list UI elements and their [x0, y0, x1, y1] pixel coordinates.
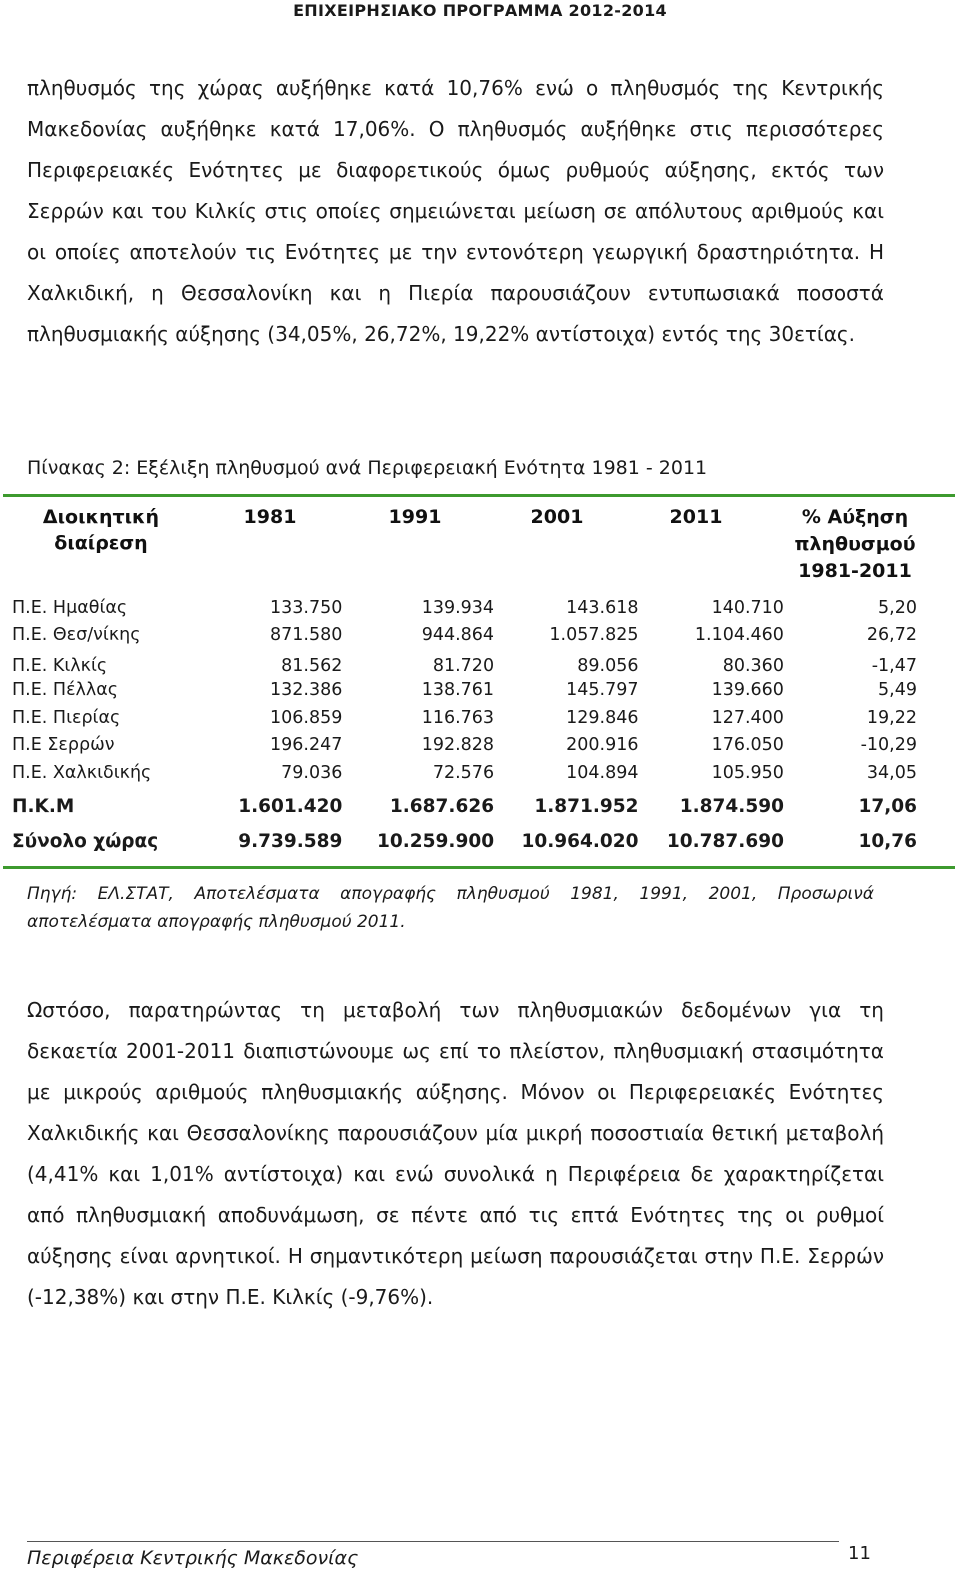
cell-2001: 145.797	[566, 680, 639, 701]
table-bottom-rule	[3, 866, 955, 869]
cell-1991: 139.934	[421, 597, 495, 618]
cell-growth: 5,49	[878, 680, 917, 701]
table-row	[12, 622, 917, 650]
table-caption: Πίνακας 2: Εξέλιξη πληθυσμού ανά Περιφερειακή Ενότητα 1981 - 2011	[27, 457, 708, 479]
table-row	[12, 677, 917, 705]
cell-growth: 5,20	[878, 597, 917, 618]
table-top-rule	[3, 494, 955, 497]
cell-1991: 81.720	[432, 656, 495, 677]
table-source: Πηγή: ΕΛ.ΣΤΑΤ, Αποτελέσματα απογραφής πληθυσμού 1981, 1991, 2001, Προσωρινά αποτελέσματα απογραφής πληθυσμού 2011.	[27, 884, 874, 932]
cell-2001: 89.056	[577, 656, 639, 677]
cell-2001: 129.846	[566, 707, 639, 728]
cell-growth: 17,06	[858, 796, 917, 817]
cell-1991: 192.828	[421, 735, 495, 756]
cell-2001: 1.057.825	[549, 625, 639, 646]
cell-1991: 138.761	[421, 680, 495, 701]
cell-2001: 1.871.952	[534, 796, 639, 817]
row-name: Π.Κ.Μ	[12, 796, 75, 817]
cell-1991: 10.259.900	[377, 831, 495, 852]
cell-growth: -10,29	[860, 735, 917, 756]
cell-1981: 106.859	[270, 707, 343, 728]
table-row	[12, 704, 917, 732]
footer-rule	[27, 1541, 839, 1542]
cell-2011: 1.874.590	[679, 796, 784, 817]
cell-2011: 1.104.460	[694, 625, 784, 646]
population-table	[12, 594, 917, 857]
cell-growth: 26,72	[866, 625, 917, 646]
document-header: ΕΠΙΧΕΙΡΗΣΙΑΚΟ ΠΡΟΓΡΑΜΜΑ 2012-2014	[293, 1, 667, 20]
cell-1981: 133.750	[270, 597, 343, 618]
cell-2001: 10.964.020	[521, 831, 639, 852]
cell-1981: 9.739.589	[238, 831, 343, 852]
cell-1981: 132.386	[270, 680, 343, 701]
row-name: Π.Ε. Χαλκιδικής	[12, 762, 152, 783]
cell-2001: 200.916	[566, 735, 639, 756]
cell-2011: 127.400	[711, 707, 784, 728]
row-name: Π.Ε. Ημαθίας	[12, 597, 128, 618]
cell-2001: 143.618	[566, 597, 639, 618]
cell-growth: 34,05	[866, 762, 917, 783]
table-row	[12, 759, 917, 787]
cell-2011: 139.660	[711, 680, 784, 701]
row-name: Σύνολο χώρας	[12, 831, 159, 852]
footer-region: Περιφέρεια Κεντρικής Μακεδονίας	[27, 1547, 359, 1569]
table-row	[12, 787, 917, 821]
cell-1981: 79.036	[281, 762, 343, 783]
table-row	[12, 821, 917, 857]
cell-growth: 19,22	[866, 707, 917, 728]
cell-growth: -1,47	[871, 656, 917, 677]
cell-1991: 72.576	[432, 762, 495, 783]
header-growth: % Αύξηση πληθυσμού 1981-2011	[794, 506, 916, 582]
header-2011: 2011	[669, 506, 723, 528]
cell-2011: 140.710	[711, 597, 784, 618]
paragraph-analysis: Ωστόσο, παρατηρώντας τη μεταβολή των πληθυσμιακών δεδομένων για τη δεκαετία 2001-2011 διαπιστώνουμε ως επί το πλείστον, πληθυσμιακή στασιμότητα με μικρούς αριθμούς πληθυσμιακής αύξησης. Μόνον οι Περιφερειακές Ενότητες Χαλκιδικής και Θεσσαλονίκης παρουσιάζουν μία μικρή ποσοστιαία θετική μεταβολή (4,41% και 1,01% αντίστοιχα) και ενώ συνολικά η Περιφέρεια δε χαρακτηρίζεται από πληθυσμιακή αποδυνάμωση, σε πέντε από τις επτά Ενότητες της οι ρυθμοί αύξησης είναι αρνητικοί. Η σημαντικότερη μείωση παρουσιάζεται στην Π.Ε. Σερρών (-12,38%) και στην Π.Ε. Κιλκίς (-9,76%).	[27, 998, 884, 1309]
row-name: Π.Ε Σερρών	[12, 735, 115, 756]
cell-2001: 104.894	[566, 762, 639, 783]
header-1981: 1981	[243, 506, 297, 528]
header-2001: 2001	[530, 506, 584, 528]
row-name: Π.Ε. Κιλκίς	[12, 656, 108, 677]
cell-1991: 944.864	[421, 625, 495, 646]
row-name: Π.Ε. Θεσ/νίκης	[12, 625, 141, 646]
cell-1991: 1.687.626	[389, 796, 495, 817]
cell-growth: 10,76	[858, 831, 917, 852]
row-name: Π.Ε. Πιερίας	[12, 707, 121, 728]
cell-2011: 176.050	[711, 735, 784, 756]
cell-1991: 116.763	[421, 707, 495, 728]
table-row	[12, 732, 917, 760]
table-row	[12, 594, 917, 622]
cell-1981: 81.562	[281, 656, 343, 677]
header-1991: 1991	[388, 506, 442, 528]
cell-1981: 1.601.420	[238, 796, 343, 817]
cell-2011: 105.950	[711, 762, 784, 783]
cell-1981: 196.247	[270, 735, 343, 756]
table-row	[12, 649, 917, 677]
header-division: Διοικητική διαίρεση	[42, 506, 160, 554]
row-name: Π.Ε. Πέλλας	[12, 680, 119, 701]
paragraph-intro: πληθυσμός της χώρας αυξήθηκε κατά 10,76% ενώ ο πληθυσμός της Κεντρικής Μακεδονίας αυξήθηκε κατά 17,06%. Ο πληθυσμός αυξήθηκε στις περισσότερες Περιφερειακές Ενότητες με διαφορετικούς όμως ρυθμούς αύξησης, εκτός των Σερρών και του Κιλκίς στις οποίες σημειώνεται μείωση σε απόλυτους αριθμούς και οι οποίες αποτελούν τις Ενότητες με την εντονότερη γεωργική δραστηριότητα. Η Χαλκιδική, η Θεσσαλονίκη και η Πιερία παρουσιάζουν εντυπωσιακά ποσοστά πληθυσμιακής αύξησης (34,05%, 26,72%, 19,22% αντίστοιχα) εντός της 30ετίας.	[27, 76, 884, 346]
page-number: 11	[848, 1543, 871, 1564]
cell-2011: 80.360	[722, 656, 784, 677]
cell-1981: 871.580	[270, 625, 343, 646]
cell-2011: 10.787.690	[666, 831, 784, 852]
